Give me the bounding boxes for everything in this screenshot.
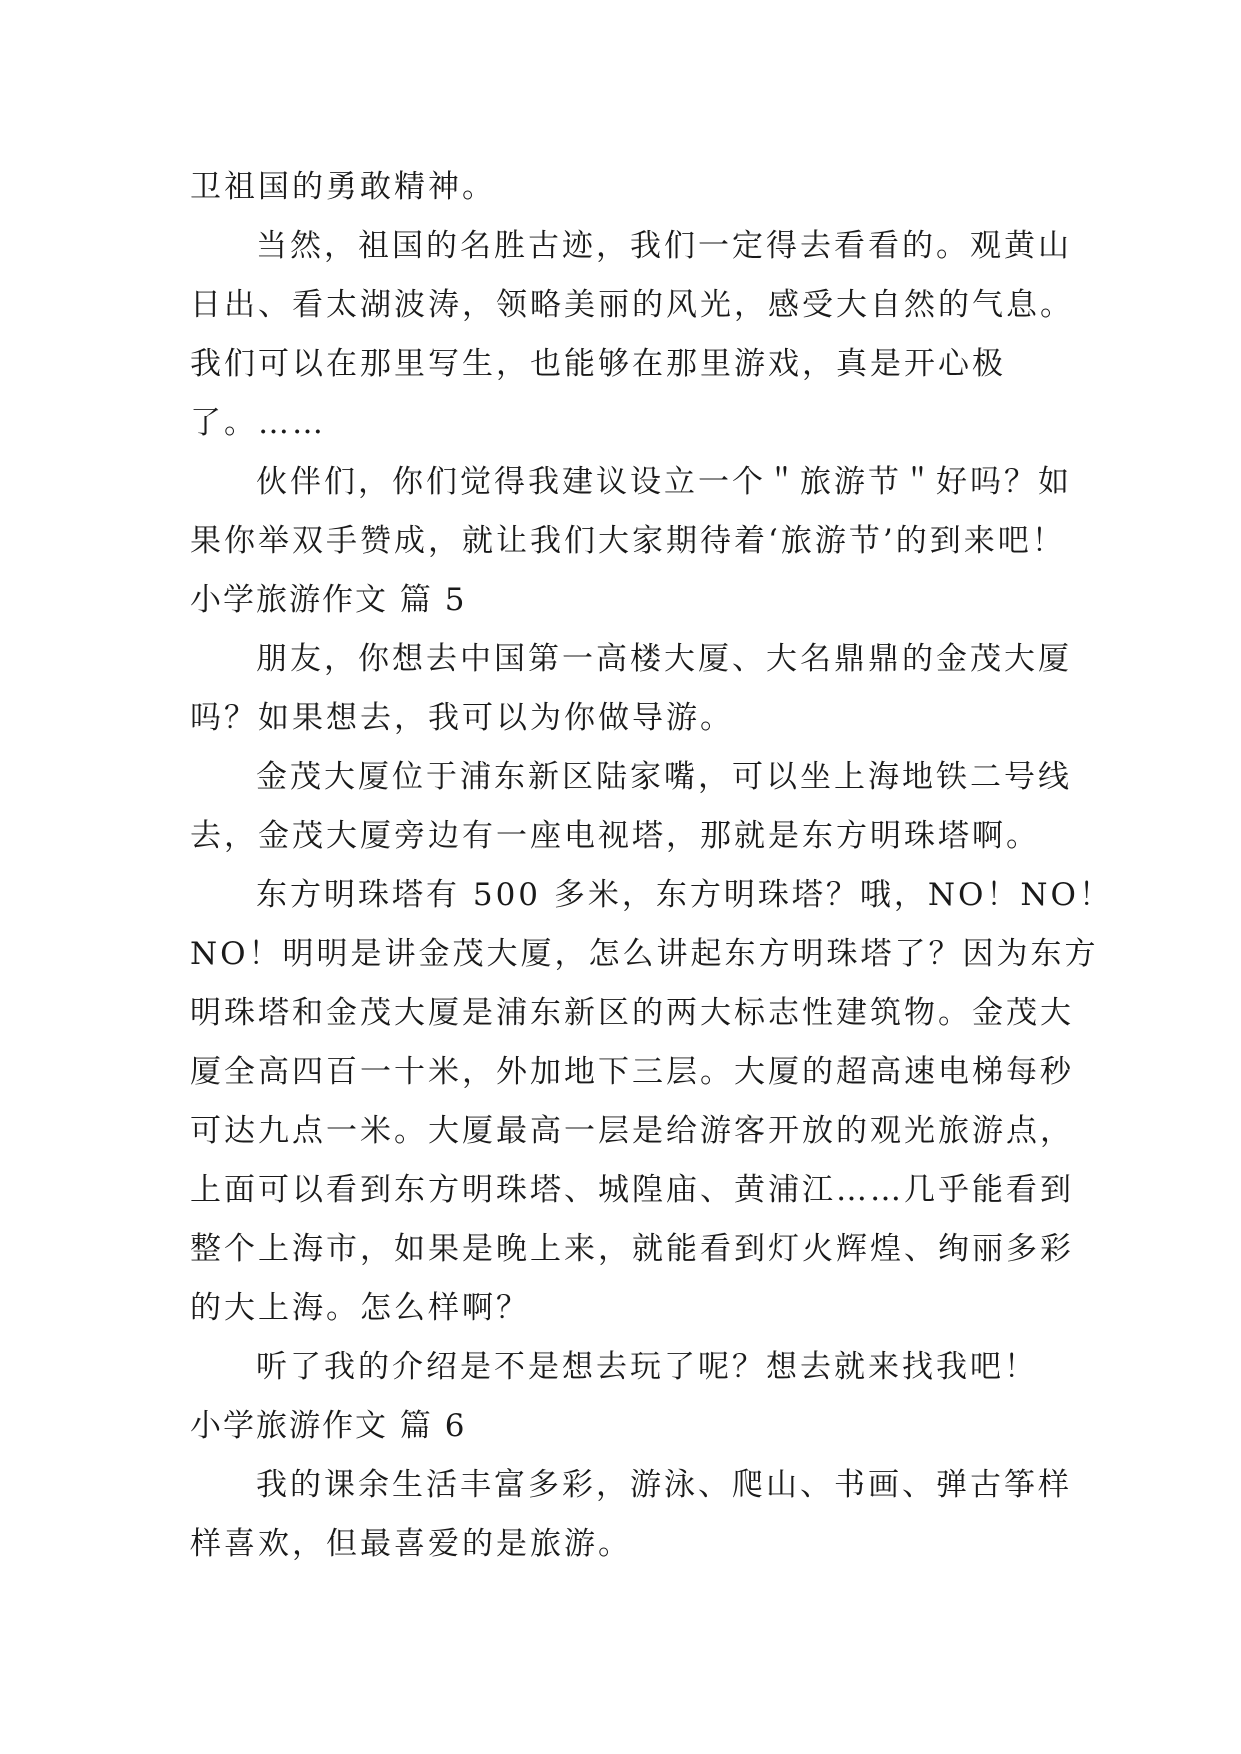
paragraph-line: 去，金茂大厦旁边有一座电视塔，那就是东方明珠塔啊。	[190, 818, 1040, 854]
paragraph-line: 上面可以看到东方明珠塔、城隍庙、黄浦江……几乎能看到	[190, 1172, 1074, 1208]
paragraph-line: 可达九点一米。大厦最高一层是给游客开放的观光旅游点，	[190, 1113, 1074, 1149]
paragraph-line: 当然，祖国的名胜古迹，我们一定得去看看的。观黄山	[256, 228, 1072, 264]
paragraph-line: 东方明珠塔有 500 多米，东方明珠塔？哦，NO！NO！	[256, 877, 1113, 913]
paragraph-line: 果你举双手赞成，就让我们大家期待着‘旅游节’的到来吧！	[190, 523, 1066, 559]
section-heading: 小学旅游作文 篇 6	[190, 1408, 467, 1444]
paragraph-line: 厦全高四百一十米，外加地下三层。大厦的超高速电梯每秒	[190, 1054, 1074, 1090]
paragraph-line: 了。……	[190, 405, 326, 441]
paragraph-line: 的大上海。怎么样啊？	[190, 1290, 530, 1326]
paragraph-line: 样喜欢，但最喜爱的是旅游。	[190, 1526, 632, 1562]
paragraph-line: 金茂大厦位于浦东新区陆家嘴，可以坐上海地铁二号线	[256, 759, 1072, 795]
document-body	[190, 158, 1113, 1574]
paragraph-line: 整个上海市，如果是晚上来，就能看到灯火辉煌、绚丽多彩	[190, 1231, 1074, 1267]
paragraph-line: 卫祖国的勇敢精神。	[190, 169, 496, 205]
paragraph-line: 伙伴们，你们觉得我建议设立一个＂旅游节＂好吗？如	[256, 464, 1072, 500]
paragraph-line: 日出、看太湖波涛，领略美丽的风光，感受大自然的气息。	[190, 287, 1074, 323]
paragraph-line: 吗？如果想去，我可以为你做导游。	[190, 700, 734, 736]
paragraph-line: 我们可以在那里写生，也能够在那里游戏，真是开心极	[190, 346, 1006, 382]
paragraph-line: 我的课余生活丰富多彩，游泳、爬山、书画、弹古筝样	[256, 1467, 1072, 1503]
paragraph-line: 朋友，你想去中国第一高楼大厦、大名鼎鼎的金茂大厦	[256, 641, 1072, 677]
paragraph-line: 听了我的介绍是不是想去玩了呢？想去就来找我吧！	[256, 1349, 1038, 1385]
section-heading: 小学旅游作文 篇 5	[190, 582, 467, 618]
paragraph-line: 明珠塔和金茂大厦是浦东新区的两大标志性建筑物。金茂大	[190, 995, 1074, 1031]
paragraph-line: NO！明明是讲金茂大厦，怎么讲起东方明珠塔了？因为东方	[190, 936, 1099, 972]
